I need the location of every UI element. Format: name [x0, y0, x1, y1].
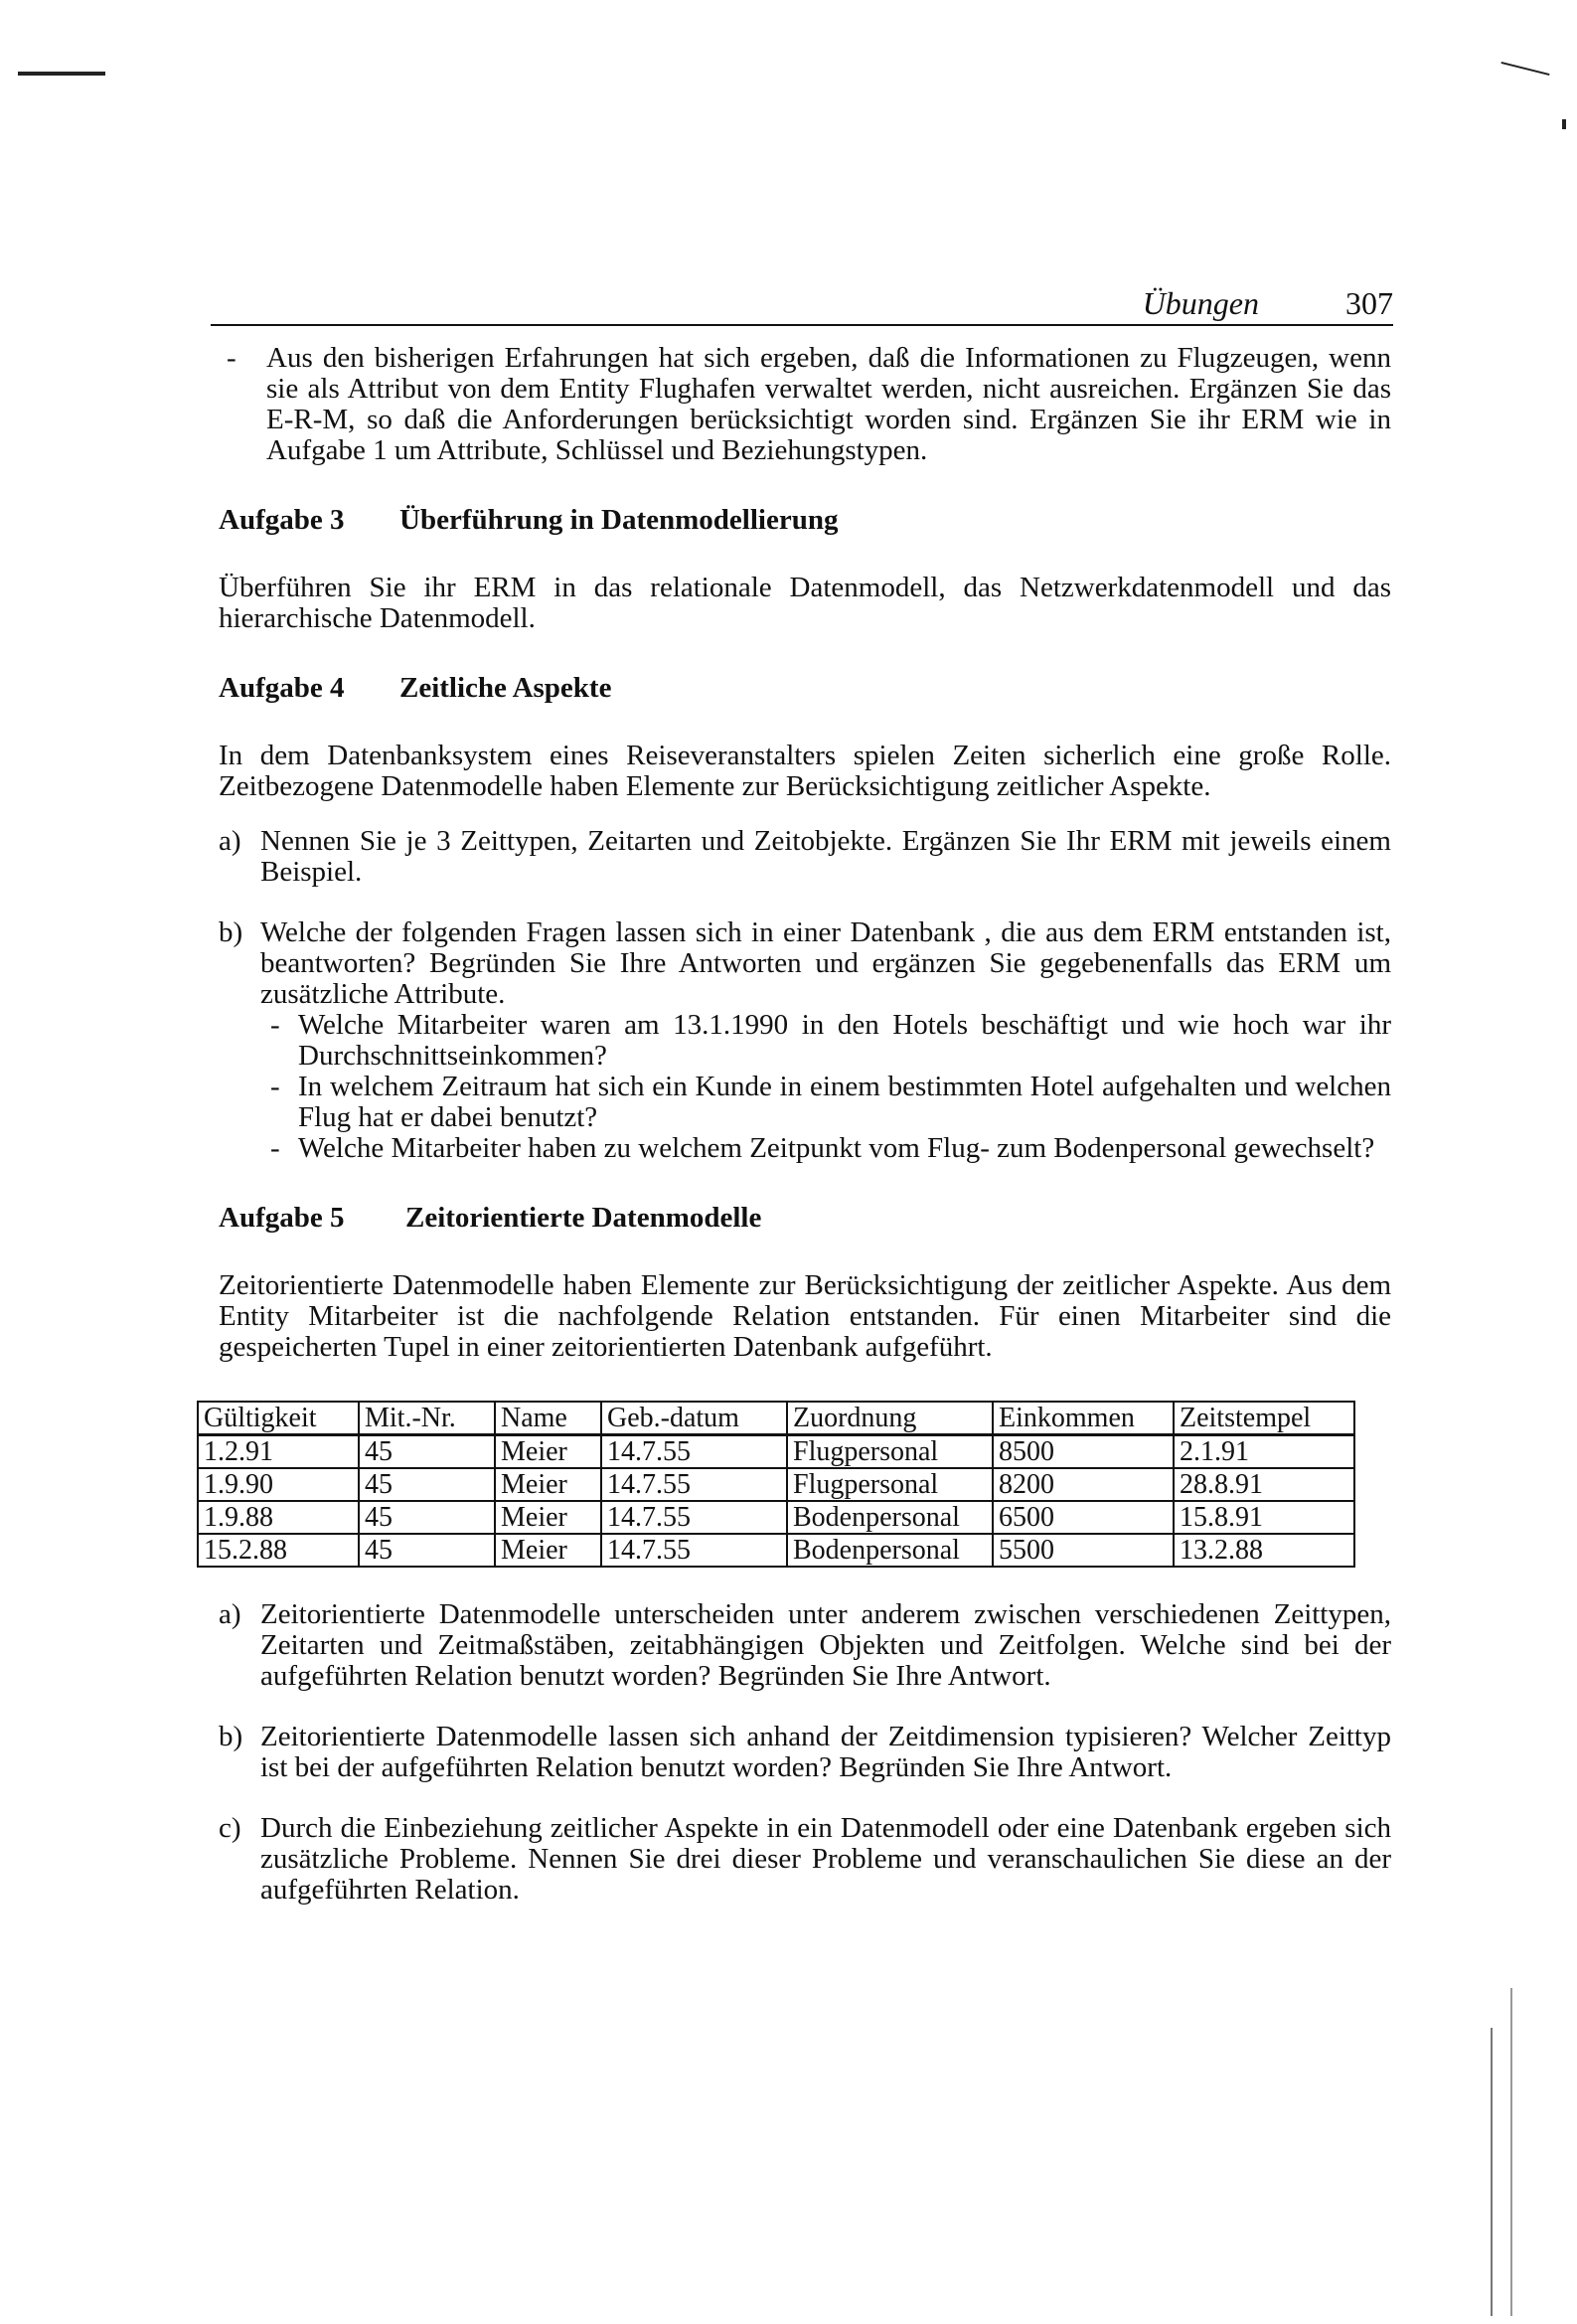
section-title: Übungen [1142, 285, 1259, 321]
aufgabe-3-title: Überführung in Datenmodellierung [399, 504, 839, 536]
page-body [204, 342, 1391, 1906]
table-cell: 14.7.55 [601, 1468, 787, 1501]
scan-artifact [1491, 2028, 1493, 2316]
dash-marker: - [270, 1009, 280, 1041]
table-cell: 45 [359, 1534, 495, 1567]
table-cell: 1.9.90 [198, 1468, 359, 1501]
aufgabe-3-text: Überführen Sie ihr ERM in das relationale Datenmodell, das Netzwerkdatenmodell und das hierarchische Datenmodell. [219, 572, 1391, 634]
column-header: Geb.-datum [601, 1402, 787, 1435]
intro-paragraph [219, 343, 1391, 466]
intro-text: Aus den bisherigen Erfahrungen hat sich ergeben, daß die Informationen zu Flugzeugen, wenn sie als Attribut von dem Entity Flughafen verwaltet werden, nicht ausreichen. Ergänzen Sie das E-R-M, so daß die Anforderungen berücksichtigt worden sind. Ergänzen Sie ihr ERM wie in Aufgabe 1 um Attribute, Schlüssel und Beziehungstypen. [266, 342, 1391, 466]
question-item [260, 1010, 1391, 1072]
table-cell: 5500 [993, 1534, 1174, 1567]
part-marker: a) [219, 825, 241, 857]
table-row [198, 1534, 1354, 1567]
aufgabe-5-part-c-text: Durch die Einbeziehung zeitlicher Aspekte in ein Datenmodell oder eine Datenbank ergeben sich zusätzliche Probleme. Nennen Sie drei dieser Probleme und veranschaulichen Sie diese an der aufgeführten Relation. [260, 1812, 1391, 1906]
question-item [260, 1072, 1391, 1133]
table-cell: Meier [495, 1435, 601, 1469]
column-header: Gültigkeit [198, 1402, 359, 1435]
part-marker: a) [219, 1598, 241, 1630]
table-cell: Meier [495, 1534, 601, 1567]
aufgabe-5-part-b-text: Zeitorientierte Datenmodelle lassen sich anhand der Zeitdimension typisieren? Welcher Zeittyp ist bei der aufgeführten Relation benutzt worden? Begründen Sie Ihre Antwort. [260, 1721, 1391, 1783]
aufgabe-4-heading [219, 672, 1391, 705]
table-cell: Flugpersonal [787, 1435, 993, 1469]
table-cell: 1.2.91 [198, 1435, 359, 1469]
part-marker: b) [219, 916, 243, 948]
aufgabe-3-heading [219, 504, 1391, 537]
running-header [211, 276, 1393, 326]
table-cell: Flugpersonal [787, 1468, 993, 1501]
table-header-row [198, 1402, 1354, 1435]
scan-artifact [18, 72, 105, 76]
column-header: Zuordnung [787, 1402, 993, 1435]
table-cell: 8500 [993, 1435, 1174, 1469]
table-cell: Meier [495, 1501, 601, 1534]
aufgabe-5-part-c [219, 1813, 1391, 1906]
aufgabe-3-number: Aufgabe 3 [219, 504, 345, 536]
table-row [198, 1468, 1354, 1501]
table-cell: 28.8.91 [1174, 1468, 1354, 1501]
question-text: Welche Mitarbeiter haben zu welchem Zeitpunkt vom Flug- zum Bodenpersonal gewechselt? [298, 1132, 1375, 1164]
aufgabe-5-part-b [219, 1722, 1391, 1783]
column-header: Einkommen [993, 1402, 1174, 1435]
aufgabe-5-title: Zeitorientierte Datenmodelle [405, 1202, 762, 1234]
table-cell: 1.9.88 [198, 1501, 359, 1534]
table-cell: 13.2.88 [1174, 1534, 1354, 1567]
table-cell: 15.2.88 [198, 1534, 359, 1567]
table-cell: 45 [359, 1468, 495, 1501]
table-cell: 2.1.91 [1174, 1435, 1354, 1469]
question-item [260, 1133, 1391, 1164]
table-cell: 14.7.55 [601, 1501, 787, 1534]
column-header: Mit.-Nr. [359, 1402, 495, 1435]
column-header: Zeitstempel [1174, 1402, 1354, 1435]
aufgabe-4-part-b-text: Welche der folgenden Fragen lassen sich in einer Datenbank , die aus dem ERM entstanden ist, beantworten? Begründen Sie Ihre Antworten und ergänzen Sie gegebenenfalls das ERM um zusätzliche Attribute. [260, 916, 1391, 1010]
table-row [198, 1435, 1354, 1469]
aufgabe-4-number: Aufgabe 4 [219, 672, 345, 704]
question-text: Welche Mitarbeiter waren am 13.1.1990 in den Hotels beschäftigt und wie hoch war ihr Durchschnittseinkommen? [298, 1009, 1391, 1072]
aufgabe-4-part-a-text: Nennen Sie je 3 Zeittypen, Zeitarten und Zeitobjekte. Ergänzen Sie Ihr ERM mit jeweils einem Beispiel. [260, 825, 1391, 888]
table-cell: Bodenpersonal [787, 1501, 993, 1534]
table-cell: 8200 [993, 1468, 1174, 1501]
aufgabe-4-part-b [219, 917, 1391, 1164]
table-cell: 6500 [993, 1501, 1174, 1534]
table-cell: 45 [359, 1501, 495, 1534]
aufgabe-5-heading [219, 1202, 1391, 1235]
table-cell: Meier [495, 1468, 601, 1501]
scan-artifact [1501, 62, 1550, 76]
dash-marker: - [270, 1132, 280, 1164]
aufgabe-5-part-a [219, 1599, 1391, 1692]
page-number: 307 [1345, 285, 1393, 321]
table-cell: 15.8.91 [1174, 1501, 1354, 1534]
mitarbeiter-relation-table [197, 1401, 1355, 1568]
table-cell: Bodenpersonal [787, 1534, 993, 1567]
table-cell: 45 [359, 1435, 495, 1469]
aufgabe-4-title: Zeitliche Aspekte [399, 672, 612, 704]
aufgabe-5-number: Aufgabe 5 [219, 1202, 345, 1234]
part-marker: c) [219, 1812, 241, 1844]
aufgabe-4-part-a [219, 826, 1391, 888]
scan-artifact [1562, 119, 1566, 129]
table-cell: 14.7.55 [601, 1534, 787, 1567]
aufgabe-5-text: Zeitorientierte Datenmodelle haben Elemente zur Berücksichtigung der zeitlicher Aspekte. Aus dem Entity Mitarbeiter ist die nachfolgende Relation entstanden. Für einen Mitarbeiter sind die gespeicherten Tupel in einer zeitorientierten Datenbank aufgeführt. [219, 1269, 1391, 1363]
aufgabe-4-text: In dem Datenbanksystem eines Reiseveranstalters spielen Zeiten sicherlich eine große Rolle. Zeitbezogene Datenmodelle haben Elemente zur Berücksichtigung zeitlicher Aspekte. [219, 740, 1391, 802]
part-marker: b) [219, 1721, 243, 1752]
dash-marker: - [270, 1071, 280, 1102]
question-text: In welchem Zeitraum hat sich ein Kunde in einem bestimmten Hotel aufgehalten und welchen Flug hat er dabei benutzt? [298, 1071, 1391, 1133]
scan-artifact [1510, 1988, 1512, 2316]
dash-marker: - [227, 342, 237, 374]
table-row [198, 1501, 1354, 1534]
table-cell: 14.7.55 [601, 1435, 787, 1469]
column-header: Name [495, 1402, 601, 1435]
aufgabe-5-part-a-text: Zeitorientierte Datenmodelle unterscheiden unter anderem zwischen verschiedenen Zeittypen, Zeitarten und Zeitmaßstäben, zeitabhängigen Objekten und Zeitfolgen. Welche sind bei der aufgeführten Relation benutzt worden? Begründen Sie Ihre Antwort. [260, 1598, 1391, 1692]
